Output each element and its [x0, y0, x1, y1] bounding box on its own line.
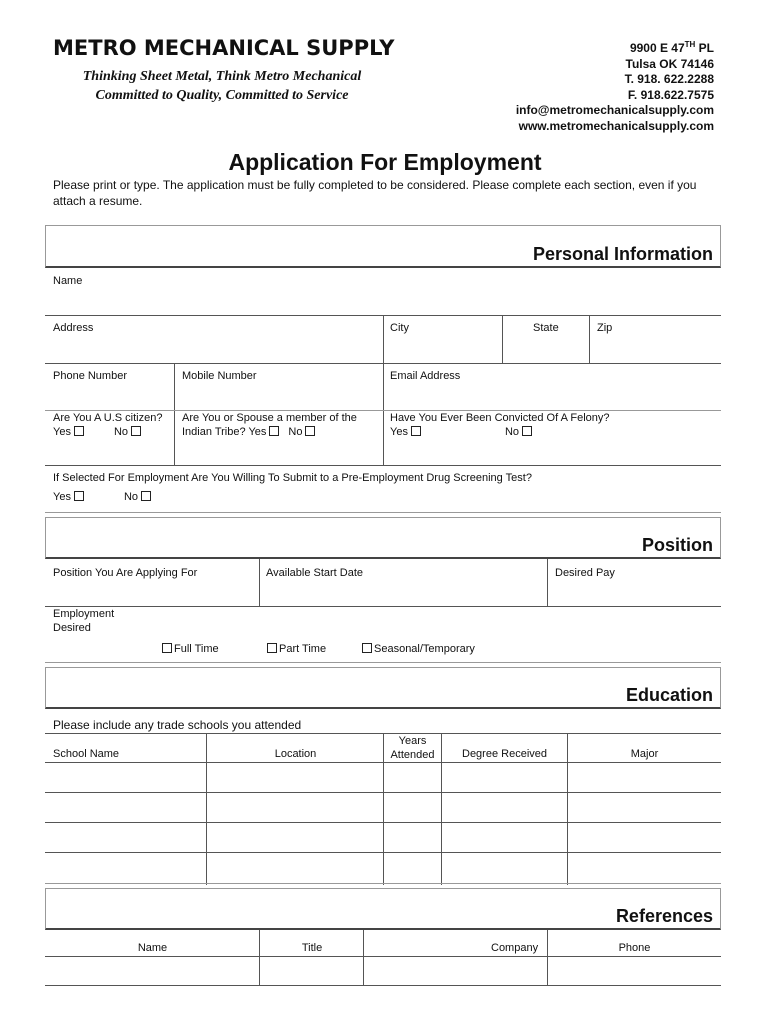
divider — [45, 606, 721, 607]
company-tagline-1: Thinking Sheet Metal, Think Metro Mechanical — [82, 69, 362, 84]
full-time-checkbox[interactable] — [162, 643, 172, 653]
ref-col-name: Name — [137, 942, 168, 954]
tribe-no-label: No — [288, 426, 303, 438]
tribe-yes-checkbox[interactable] — [269, 426, 279, 436]
part-time-option[interactable] — [267, 642, 326, 656]
table-row — [45, 822, 721, 823]
divider — [383, 733, 384, 885]
state-field-label: State — [533, 322, 559, 334]
citizen-question — [53, 411, 162, 439]
position-applying-label: Position You Are Applying For — [53, 567, 198, 579]
section-header-education — [45, 667, 721, 709]
drug-no-checkbox[interactable] — [141, 491, 151, 501]
contact-fax: F. 918.622.7575 — [627, 87, 714, 102]
divider — [206, 733, 207, 885]
part-time-label: Part Time — [279, 643, 327, 655]
citizen-yes-checkbox[interactable] — [74, 426, 84, 436]
tribe-question — [182, 411, 357, 439]
tribe-no-checkbox[interactable] — [305, 426, 315, 436]
name-field[interactable] — [45, 274, 721, 314]
contact-address — [516, 37, 714, 57]
mobile-field-label: Mobile Number — [182, 370, 257, 382]
seasonal-checkbox[interactable] — [362, 643, 372, 653]
section-header-position — [45, 517, 721, 559]
start-date-label: Available Start Date — [266, 567, 364, 579]
col-degree: Degree Received — [462, 748, 547, 760]
employment-desired-line2: Desired — [53, 622, 91, 634]
col-major: Major — [630, 748, 659, 760]
table-row — [45, 956, 721, 957]
seasonal-option[interactable] — [362, 642, 475, 656]
zip-field-label: Zip — [597, 322, 613, 334]
tribe-question-text: Are You or Spouse a member of the — [182, 412, 357, 424]
section-header-references — [45, 888, 721, 930]
address-number: 9900 E 47 — [629, 41, 685, 55]
form-title: Application For Employment — [228, 149, 542, 175]
drug-yes-checkbox[interactable] — [74, 491, 84, 501]
divider — [567, 733, 568, 885]
drug-test-question: If Selected For Employment Are You Willing To Submit to a Pre-Employment Drug Screening Test? — [53, 472, 532, 484]
part-time-checkbox[interactable] — [267, 643, 277, 653]
divider — [441, 733, 442, 885]
company-tagline-2: Committed to Quality, Committed to Service — [95, 88, 349, 103]
contact-phone: T. 918. 622.2288 — [624, 72, 714, 87]
contact-website[interactable]: www.metromechanicalsupply.com — [518, 118, 714, 133]
felony-question-text: Have You Ever Been Convicted Of A Felony? — [390, 412, 610, 424]
table-row — [45, 792, 721, 793]
felony-question — [390, 411, 610, 439]
address-suffix: PL — [695, 41, 714, 55]
desired-pay-label: Desired Pay — [555, 567, 615, 579]
col-location: Location — [274, 748, 317, 760]
contact-block — [516, 37, 714, 135]
address-field-label: Address — [53, 322, 94, 334]
full-time-label: Full Time — [174, 643, 219, 655]
full-time-option[interactable] — [162, 642, 219, 656]
ref-col-phone: Phone — [618, 942, 651, 954]
ref-col-title: Title — [301, 942, 323, 954]
col-school-name: School Name — [53, 748, 120, 760]
col-years-line1: Years — [398, 735, 427, 747]
city-field-label: City — [390, 322, 409, 334]
divider — [502, 315, 503, 363]
col-years-attended — [384, 734, 441, 762]
col-years-line2: Attended — [390, 749, 435, 761]
divider — [383, 315, 384, 363]
divider — [45, 512, 721, 513]
table-row — [45, 762, 721, 763]
ref-col-company: Company — [491, 942, 539, 954]
felony-no-checkbox[interactable] — [522, 426, 532, 436]
divider — [589, 315, 590, 363]
address-sup: TH — [684, 40, 696, 49]
education-note: Please include any trade schools you attended — [53, 718, 302, 732]
drug-no-label: No — [123, 491, 139, 503]
tribe-yes-label: Indian Tribe? Yes — [182, 426, 267, 438]
citizen-question-text: Are You A U.S citizen? — [53, 412, 163, 424]
section-title-personal: Personal Information — [532, 244, 713, 264]
divider — [45, 465, 721, 466]
divider — [45, 883, 721, 884]
employment-desired-label — [53, 607, 114, 635]
name-field-label: Name — [53, 275, 83, 287]
citizen-yes-label: Yes — [53, 426, 71, 438]
drug-yes-label: Yes — [53, 491, 71, 503]
section-title-position: Position — [642, 535, 713, 555]
contact-city: Tulsa OK 74146 — [625, 56, 714, 71]
divider — [547, 559, 548, 606]
email-field-label: Email Address — [390, 370, 461, 382]
form-instructions: Please print or type. The application must be fully completed to be considered. Please complete each section, even if you attach a resume. — [53, 178, 697, 208]
divider — [259, 559, 260, 606]
divider — [547, 930, 548, 986]
drug-test-answers — [53, 490, 151, 504]
divider — [174, 363, 175, 465]
felony-yes-checkbox[interactable] — [411, 426, 421, 436]
section-title-education: Education — [625, 685, 713, 705]
company-name: METRO MECHANICAL SUPPLY — [53, 36, 395, 60]
divider — [259, 930, 260, 986]
section-header-personal — [45, 225, 721, 268]
contact-email[interactable]: info@metromechanicalsupply.com — [515, 103, 714, 118]
table-row — [45, 985, 721, 986]
divider — [45, 662, 721, 663]
divider — [383, 363, 384, 465]
section-title-references: References — [615, 906, 713, 926]
citizen-no-label: No — [113, 426, 129, 438]
citizen-no-checkbox[interactable] — [131, 426, 141, 436]
employment-desired-line1: Employment — [53, 608, 115, 620]
phone-field-label: Phone Number — [53, 370, 127, 382]
divider — [363, 930, 364, 986]
table-row — [45, 852, 721, 853]
felony-no-label: No — [504, 426, 520, 438]
felony-yes-label: Yes — [390, 426, 408, 438]
seasonal-label: Seasonal/Temporary — [374, 643, 475, 655]
